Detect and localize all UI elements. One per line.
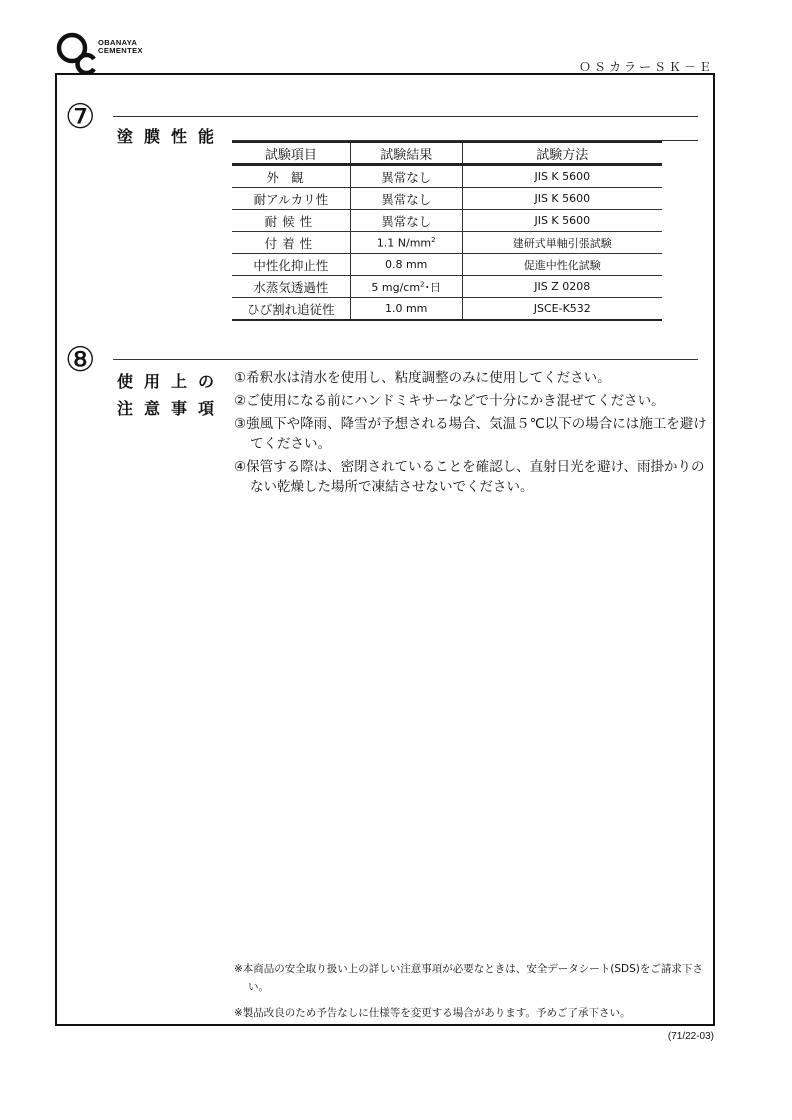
company-logo <box>56 26 156 76</box>
section8-number: ⑧ <box>65 340 96 380</box>
col-header-method: 試験方法 <box>462 142 662 165</box>
test-method: 促進中性化試験 <box>462 254 662 276</box>
document-title: ＯＳカラーＳＫ－Ｅ <box>578 60 714 74</box>
result-unit: mm <box>405 302 428 315</box>
section8-top-rule <box>113 359 698 360</box>
usage-item: ②ご使用になる前にハンドミキサーなどで十分にかき混ぜてください。 <box>234 393 665 409</box>
section7-heading: 塗膜性能 <box>117 127 226 146</box>
table-row <box>232 188 662 210</box>
usage-item: ④保管する際は、密閉されていることを確認し、直射日光を避け、雨掛かりのない乾燥した場所で凍結させないでください。 <box>234 459 705 495</box>
test-result <box>350 298 462 321</box>
test-item: 中性化抑止性 <box>232 254 350 276</box>
col-header-item: 試験項目 <box>232 142 350 165</box>
test-method: JIS Z 0208 <box>462 276 662 298</box>
result-value: 0.8 <box>384 258 403 271</box>
revision-code: (71/22-03) <box>667 1031 714 1042</box>
section8-heading-line1: 使用上の <box>117 372 226 391</box>
result-unit: N/mm <box>397 236 432 250</box>
result-value: 5 <box>371 280 379 294</box>
test-method: 建研式単軸引張試験 <box>462 232 662 254</box>
test-method: JIS K 5600 <box>462 165 662 188</box>
table-row <box>232 210 662 232</box>
company-name-line2: CEMENTEX <box>98 46 143 55</box>
test-item: 耐候性 <box>232 210 350 232</box>
table-row <box>232 298 662 321</box>
result-suffix: ･日 <box>424 280 442 294</box>
test-result: 異常なし <box>350 165 462 188</box>
table-row <box>232 165 662 188</box>
table-row <box>232 254 662 276</box>
test-method: JSCE-K532 <box>462 298 662 321</box>
test-item: 耐アルカリ性 <box>232 188 350 210</box>
performance-table <box>232 141 662 321</box>
test-method: JIS K 5600 <box>462 210 662 232</box>
company-name-line1: OBANAYA <box>98 38 138 47</box>
result-value: 1.0 <box>384 302 403 315</box>
change-note: ※製品改良のため予告なしに仕様等を変更する場合があります。予めご了承下さい。 <box>234 1007 631 1019</box>
result-sup: 2 <box>420 279 425 288</box>
test-item: 付着性 <box>232 232 350 254</box>
usage-item: ③強風下や降雨、降雪が予想される場合、気温５℃以下の場合には施工を避けてください。 <box>234 416 707 452</box>
section8-heading-line2: 注意事項 <box>117 399 226 418</box>
test-result <box>350 276 462 298</box>
oc-logo-mark <box>56 26 100 74</box>
test-item: 水蒸気透過性 <box>232 276 350 298</box>
table-row <box>232 232 662 254</box>
result-sup: 2 <box>431 235 436 244</box>
test-item: 外観 <box>232 165 350 188</box>
test-method: JIS K 5600 <box>462 188 662 210</box>
test-result <box>350 254 462 276</box>
table-header-row <box>232 142 662 165</box>
section7-number: ⑦ <box>65 97 96 137</box>
result-unit: mg/cm <box>381 280 421 294</box>
table-row <box>232 276 662 298</box>
usage-item: ①希釈水は清水を使用し、粘度調整のみに使用してください。 <box>234 370 611 386</box>
result-value: 1.1 <box>376 236 395 250</box>
sds-note: ※本商品の安全取り扱い上の詳しい注意事項が必要なときは、安全データシート(SDS)をご請求下さい。 <box>234 963 703 993</box>
result-unit: mm <box>405 258 428 271</box>
col-header-result: 試験結果 <box>350 142 462 165</box>
test-result: 異常なし <box>350 188 462 210</box>
test-result <box>350 232 462 254</box>
test-item: ひび割れ追従性 <box>232 298 350 321</box>
test-result: 異常なし <box>350 210 462 232</box>
section7-top-rule <box>113 116 698 117</box>
